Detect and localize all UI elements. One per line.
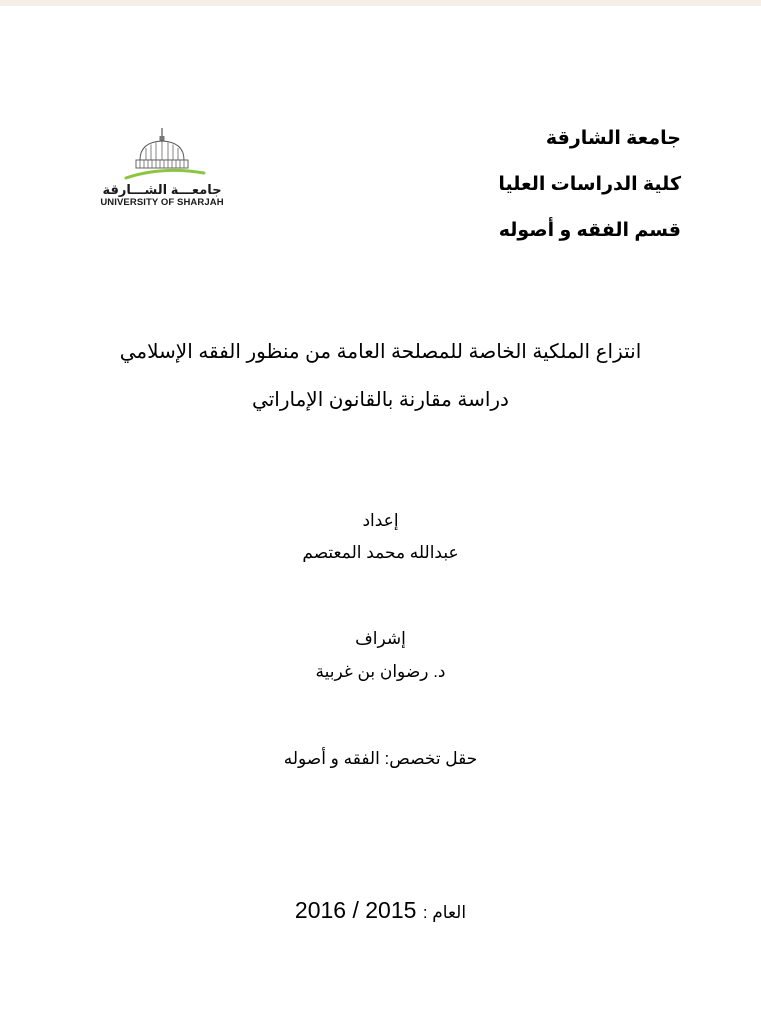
preparation-label: إعداد [362, 511, 399, 530]
institution-header [361, 127, 681, 265]
department-name: قسم الفقه و أصوله [498, 220, 681, 241]
supervision-label: إشراف [355, 629, 406, 648]
specialization-field: حقل تخصص: الفقه و أصوله [283, 749, 478, 768]
year-value: 2016 / 2015 [294, 897, 417, 923]
thesis-subtitle: دراسة مقارنة بالقانون الإماراتي [252, 389, 509, 411]
university-dome-icon [96, 126, 228, 182]
logo-english-text: UNIVERSITY OF SHARJAH [100, 197, 224, 208]
thesis-title: انتزاع الملكية الخاصة للمصلحة العامة من منظور الفقه الإسلامي [119, 341, 642, 363]
logo-arabic-text: جامعـــة الشـــارقة [102, 182, 222, 197]
supervisor-name: د. رضوان بن غربية [315, 662, 446, 681]
university-name: جامعة الشارقة [545, 128, 681, 149]
author-name: عبدالله محمد المعتصم [302, 543, 459, 562]
academic-year [40, 895, 721, 928]
university-logo [96, 126, 228, 214]
year-label: العام : [422, 903, 467, 922]
college-name: كلية الدراسات العليا [498, 174, 681, 195]
